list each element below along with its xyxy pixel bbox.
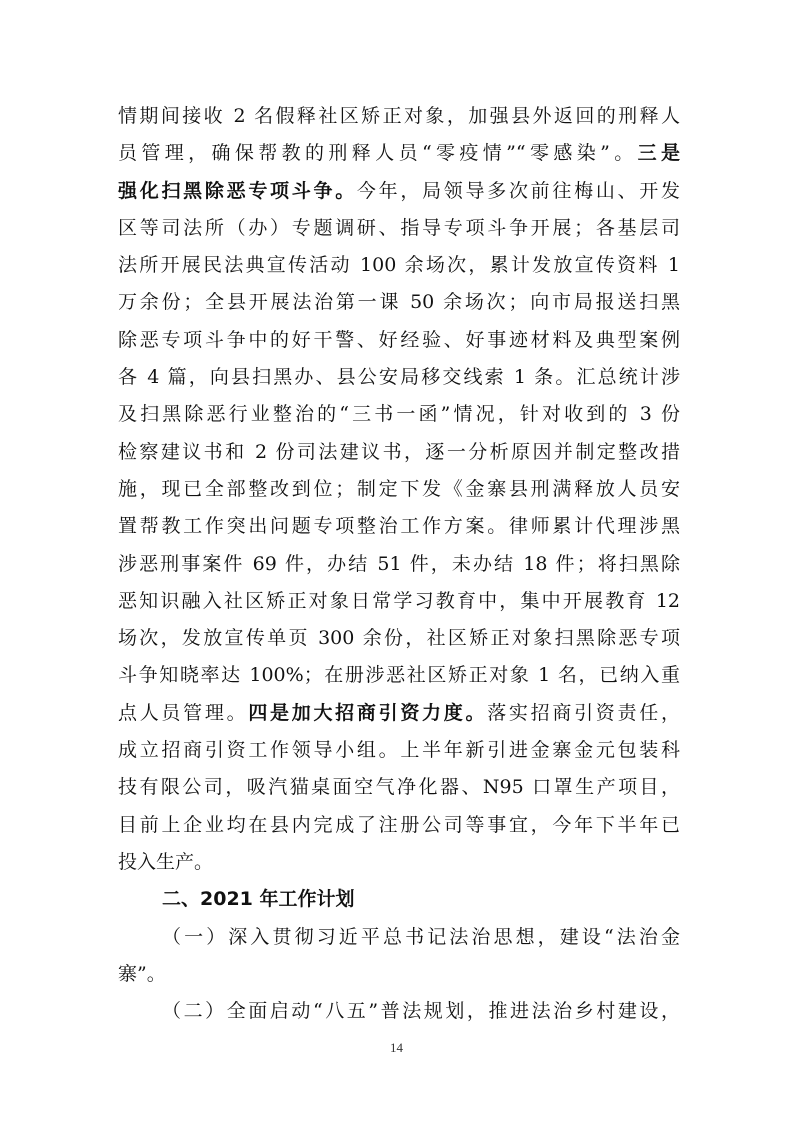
bold-lead: 强化扫黑除恶专项斗争。 [118, 179, 357, 202]
text-line: 各 4 篇，向县扫黑办、县公安局移交线索 1 条。汇总统计涉 [118, 366, 680, 389]
text-span: 今年，局领导多次前往梅山、开发 [356, 179, 680, 202]
text-line: 除恶专项斗争中的好干警、好经验、好事迹材料及典型案例 [118, 328, 680, 351]
plan-item-line: （二）全面启动“八五”普法规划，推进法治乡村建设， [162, 1000, 680, 1023]
text-line: 目前上企业均在县内完成了注册公司等事宜，今年下半年已 [118, 813, 680, 836]
text-line [118, 135, 680, 172]
plan-item-line: 寨”。 [118, 962, 166, 985]
text-line: 检察建议书和 2 份司法建议书，逐一分析原因并制定整改措 [118, 440, 680, 463]
text-line: 施，现已全部整改到位；制定下发《金寨县刑满释放人员安 [118, 477, 680, 500]
text-line: 成立招商引资工作领导小组。上半年新引进金寨金元包装科 [118, 739, 680, 762]
text-line: 斗争知晓率达 100%；在册涉恶社区矫正对象 1 名，已纳入重 [118, 664, 680, 687]
text-line: 及扫黑除恶行业整治的“三书一函”情况，针对收到的 3 份 [118, 403, 680, 426]
text-line: 区等司法所（办）专题调研、指导专项斗争开展；各基层司 [118, 216, 680, 239]
text-line: 情期间接收 2 名假释社区矫正对象，加强县外返回的刑释人 [118, 105, 680, 127]
text-line: 万余份；全县开展法治第一课 50 余场次；向市局报送扫黑 [118, 291, 680, 314]
text-span: 员管理，确保帮教的刑释人员“零疫情”“零感染”。 [118, 142, 638, 165]
text-line: 恶知识融入社区矫正对象日常学习教育中，集中开展教育 12 [118, 589, 680, 612]
text-line [118, 695, 680, 732]
text-line: 置帮教工作突出问题专项整治工作方案。律师累计代理涉黑 [118, 515, 680, 538]
bold-lead: 三是 [637, 142, 680, 165]
bold-lead: 四是加大招商引资力度。 [248, 701, 488, 724]
text-line: 法所开展民法典宣传活动 100 余场次，累计发放宣传资料 1 [118, 254, 680, 277]
document-body [118, 98, 680, 1030]
text-line: 技有限公司，吸汽猫桌面空气净化器、N95 口罩生产项目， [118, 776, 680, 799]
text-line: 涉恶刑事案件 69 件，办结 51 件，未办结 18 件；将扫黑除 [118, 552, 680, 575]
text-line: 场次，发放宣传单页 300 余份，社区矫正对象扫黑除恶专项 [118, 627, 680, 650]
text-span: 点人员管理。 [118, 701, 249, 724]
plan-item-line: （一）深入贯彻习近平总书记法治思想，建设“法治金 [162, 925, 680, 948]
text-line [118, 173, 680, 210]
section-heading: 二、2021 年工作计划 [162, 888, 355, 911]
text-line: 投入生产。 [118, 850, 214, 873]
text-span: 落实招商引资责任， [487, 701, 680, 724]
page-number: 14 [390, 1040, 403, 1055]
